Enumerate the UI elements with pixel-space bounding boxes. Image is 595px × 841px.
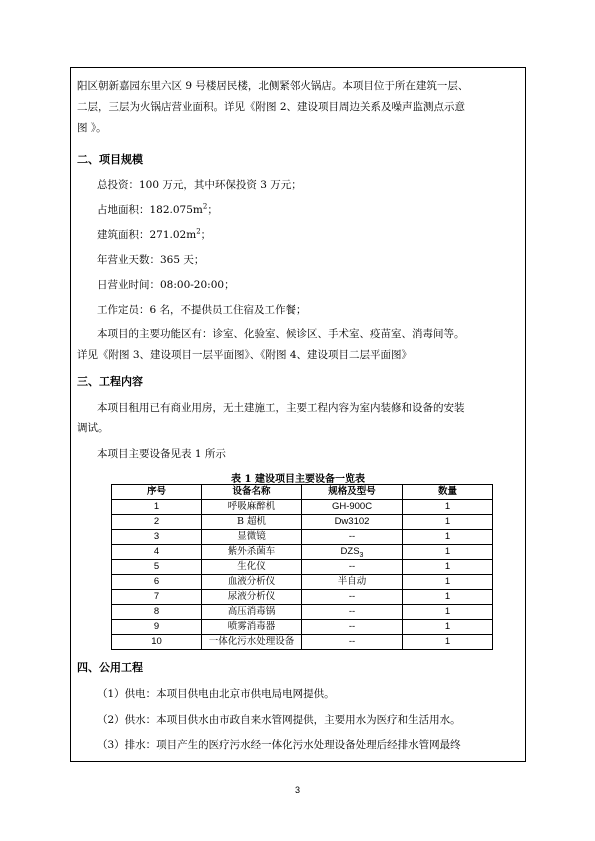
power-supply-text: （1）供电：本项目供电由北京市供电局电网提供。: [97, 688, 335, 700]
table-row: [112, 620, 493, 635]
content-frame: [70, 67, 526, 762]
table-row: [112, 515, 493, 530]
table-row: [112, 530, 493, 545]
table-cell: 1: [403, 545, 493, 560]
functions-line-1: 本项目的主要功能区有：诊室、化验室、候诊区、手术室、疫苗室、消毒间等。: [97, 328, 465, 340]
table-cell: 半自动: [302, 575, 403, 590]
land-area-suffix: ；: [207, 204, 218, 216]
content-line-2: 调试。: [77, 422, 109, 434]
functions-line-2: 详见《附图 3、建设项目一层平面图》、《附图 4、建设项目二层平面图》: [77, 349, 413, 361]
section-heading-scale: 二、项目规模: [77, 153, 143, 166]
table-cell: 10: [112, 635, 202, 650]
table-header-row: [112, 485, 493, 500]
land-area-unit-sup: 2: [202, 202, 208, 211]
build-area-value: 建筑面积：271.02m: [97, 229, 197, 241]
build-area-suffix: ；: [200, 229, 212, 241]
table-cell: 紫外杀菌车: [202, 545, 302, 560]
build-area-unit-sup: 2: [196, 227, 201, 236]
table-row: [112, 560, 493, 575]
table-cell: 喷雾消毒器: [202, 620, 302, 635]
table-cell: 1: [403, 500, 493, 515]
table-cell: --: [302, 605, 403, 620]
table-cell: 5: [112, 560, 202, 575]
operating-days-text: 年营业天数：365 天；: [97, 254, 205, 266]
table-cell: 3: [112, 530, 202, 545]
model-subscript: 3: [359, 551, 364, 559]
table-cell: 1: [403, 620, 493, 635]
water-supply-text: （2）供水：本项目供水由市政自来水管网提供，主要用水为医疗和生活用水。: [97, 714, 461, 726]
table-cell: 1: [403, 515, 493, 530]
table-cell: 显微镜: [202, 530, 302, 545]
table-cell: --: [302, 590, 403, 605]
table-cell: 1: [403, 590, 493, 605]
table-row: [112, 500, 493, 515]
table-cell: 生化仪: [202, 560, 302, 575]
header-cell: 规格及型号: [302, 485, 403, 500]
content-line-1: 本项目租用已有商业用房，无土建施工，主要工程内容为室内装修和设备的安装: [97, 402, 465, 414]
intro-line-2: 二层，三层为火锅店营业面积。详见《附图 2、建设项目周边关系及噪声监测点示意: [77, 101, 466, 113]
model-value: DZS: [340, 546, 360, 557]
equipment-table: [111, 484, 493, 650]
table-cell: [302, 545, 403, 560]
table-cell: 尿液分析仪: [202, 590, 302, 605]
table-row: [112, 545, 493, 560]
table-cell: 高压消毒锅: [202, 605, 302, 620]
header-cell: 数量: [403, 485, 493, 500]
table-cell: GH-900C: [302, 500, 403, 515]
table-cell: 血液分析仪: [202, 575, 302, 590]
drainage-text: （3）排水：项目产生的医疗污水经一体化污水处理设备处理后经排水管网最终: [97, 739, 461, 751]
table-cell: 1: [403, 575, 493, 590]
table-cell: --: [302, 635, 403, 650]
table-cell: 7: [112, 590, 202, 605]
table-cell: 1: [112, 500, 202, 515]
table-cell: B 超机: [202, 515, 302, 530]
table-cell: 9: [112, 620, 202, 635]
table-row: [112, 575, 493, 590]
staff-text: 工作定员：6 名，不提供员工住宿及工作餐；: [97, 304, 307, 316]
table-cell: 2: [112, 515, 202, 530]
table-cell: 1: [403, 530, 493, 545]
land-area-value: 占地面积：182.075m: [97, 204, 203, 216]
table-row: [112, 635, 493, 650]
table-cell: --: [302, 620, 403, 635]
table-cell: 4: [112, 545, 202, 560]
table-cell: 1: [403, 635, 493, 650]
table-cell: --: [302, 560, 403, 575]
table-row: [112, 605, 493, 620]
table-cell: 6: [112, 575, 202, 590]
investment-text: 总投资：100 万元，其中环保投资 3 万元；: [97, 179, 302, 191]
table-cell: 一体化污水处理设备: [202, 635, 302, 650]
table-row: [112, 590, 493, 605]
page-number: 3: [294, 785, 300, 795]
intro-line-1: 阳区朝新嘉园东里六区 9 号楼居民楼，北侧紧邻火锅店。本项目位于所在建筑一层、: [77, 80, 469, 92]
header-cell: 序号: [112, 485, 202, 500]
table-cell: 呼吸麻醉机: [202, 500, 302, 515]
build-area-text: [77, 228, 519, 243]
land-area-text: [77, 203, 519, 218]
table-reference-text: 本项目主要设备见表 1 所示: [97, 448, 226, 460]
table-cell: --: [302, 530, 403, 545]
table-cell: 1: [403, 605, 493, 620]
operating-hours-text: 日营业时间：08:00-20:00；: [97, 279, 235, 291]
table-cell: 8: [112, 605, 202, 620]
table-cell: Dw3102: [302, 515, 403, 530]
section-heading-content: 三、工程内容: [77, 375, 143, 388]
header-cell: 设备名称: [202, 485, 302, 500]
table-caption: 表 1 建设项目主要设备一览表: [231, 474, 365, 485]
intro-line-3: 图 》。: [77, 122, 107, 134]
table-cell: 1: [403, 560, 493, 575]
section-heading-utilities: 四、公用工程: [77, 661, 143, 674]
